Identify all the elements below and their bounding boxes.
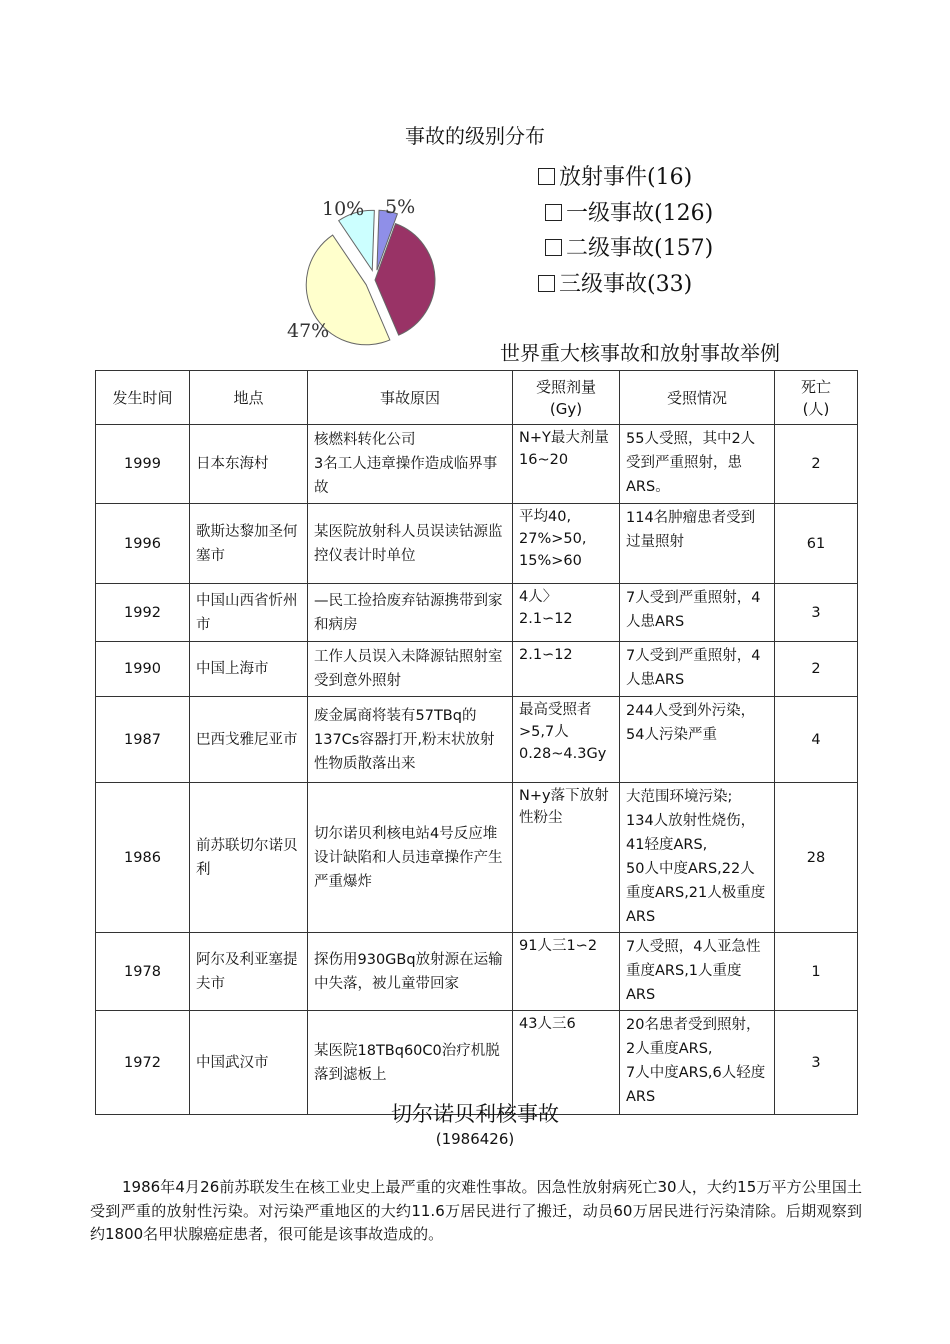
cell-cause: —民工捡拾废弃钴源携带到家和病房	[308, 584, 513, 642]
cell-place: 中国武汉市	[190, 1011, 308, 1115]
cell-place: 巴西戈雅尼亚市	[190, 697, 308, 783]
cell-exposure: 55人受照，其中2人受到严重照射，患ARS。	[620, 425, 775, 504]
cell-deaths: 2	[775, 425, 858, 504]
pie-label-10: 10%	[322, 198, 365, 220]
cell-deaths: 61	[775, 504, 858, 584]
cell-cause: 探伤用930GBq放射源在运输中失落，被儿童带回家	[308, 933, 513, 1011]
chart-title: 事故的级别分布	[405, 124, 545, 148]
cell-exposure: 114名肿瘤患者受到过量照射	[620, 504, 775, 584]
section-title: 切尔诺贝利核事故	[391, 1102, 559, 1126]
legend-item	[538, 160, 713, 196]
table-row	[96, 425, 858, 504]
cell-place: 前苏联切尔诺贝利	[190, 783, 308, 933]
cell-deaths: 28	[775, 783, 858, 933]
legend-item	[545, 231, 713, 267]
header-dose: 受照剂量 (Gy)	[513, 371, 620, 425]
cell-place: 中国山西省忻州市	[190, 584, 308, 642]
table-row	[96, 933, 858, 1011]
incident-table	[95, 370, 858, 1115]
cell-deaths: 1	[775, 933, 858, 1011]
legend-label: 放射事件(16)	[559, 165, 693, 190]
table-header-row	[96, 371, 858, 425]
cell-year: 1992	[96, 584, 190, 642]
cell-year: 1987	[96, 697, 190, 783]
cell-exposure: 7人受照，4人亚急性重度ARS,1人重度ARS	[620, 933, 775, 1011]
cell-year: 1972	[96, 1011, 190, 1115]
cell-dose: 平均40, 27%>50, 15%>60	[513, 504, 620, 584]
pie-label-5: 5%	[385, 196, 416, 218]
section-paragraph: 1986年4月26前苏联发生在核工业史上最严重的灾难性事故。因急性放射病死亡30人，大约15万平方公里国土受到严重的放射性污染。对污染严重地区的大约11.6万居民进行了搬迁，动员60万居民进行污染清除。后期观察到约1800名甲状腺癌症患者，很可能是该事故造成的。	[90, 1178, 862, 1243]
cell-cause: 工作人员误入未降源钴照射室受到意外照射	[308, 642, 513, 697]
legend-swatch	[545, 239, 562, 256]
cell-year: 1999	[96, 425, 190, 504]
section-date: (1986426)	[435, 1130, 515, 1148]
legend-swatch	[538, 275, 555, 292]
cell-cause: 某医院放射科人员误读钴源监控仪表计时单位	[308, 504, 513, 584]
cell-place: 阿尔及利亚塞提夫市	[190, 933, 308, 1011]
legend-swatch	[538, 168, 555, 185]
table-row	[96, 584, 858, 642]
cell-place: 歌斯达黎加圣何塞市	[190, 504, 308, 584]
cell-place: 中国上海市	[190, 642, 308, 697]
cell-year: 1990	[96, 642, 190, 697]
cell-dose: 43人三6	[513, 1011, 620, 1115]
header-cause: 事故原因	[308, 371, 513, 425]
cell-exposure: 7人受到严重照射，4人患ARS	[620, 642, 775, 697]
table-row	[96, 697, 858, 783]
header-place: 地点	[190, 371, 308, 425]
legend-label: 三级事故(33)	[559, 271, 693, 297]
legend-label: 一级事故(126)	[566, 200, 714, 226]
cell-year: 1978	[96, 933, 190, 1011]
cell-dose: N+y落下放射性粉尘	[513, 783, 620, 933]
cell-deaths: 3	[775, 1011, 858, 1115]
cell-cause: 核燃料转化公司 3名工人违章操作造成临界事故	[308, 425, 513, 504]
cell-deaths: 4	[775, 697, 858, 783]
table-row	[96, 642, 858, 697]
table-row	[96, 504, 858, 584]
cell-place: 日本东海村	[190, 425, 308, 504]
cell-cause: 废金属商将装有57TBq的137Cs容器打开,粉末状放射性物质散落出来	[308, 697, 513, 783]
pie-label-47: 47%	[287, 320, 330, 342]
cell-exposure: 7人受到严重照射，4人患ARS	[620, 584, 775, 642]
legend-item	[545, 196, 713, 232]
legend-label: 二级事故(157)	[566, 236, 714, 261]
cell-dose: 2.1∽12	[513, 642, 620, 697]
pie-legend	[538, 160, 713, 302]
table-body	[96, 425, 858, 1115]
header-exposure: 受照情况	[620, 371, 775, 425]
cell-year: 1996	[96, 504, 190, 584]
cell-dose: N+Y最大剂量16~20	[513, 425, 620, 504]
cell-deaths: 3	[775, 584, 858, 642]
cell-dose: 4人〉 2.1∽12	[513, 584, 620, 642]
cell-cause: 切尔诺贝利核电站4号反应堆设计缺陷和人员违章操作产生严重爆炸	[308, 783, 513, 933]
cell-year: 1986	[96, 783, 190, 933]
legend-swatch	[545, 204, 562, 221]
cell-exposure: 244人受到外污染，54人污染严重	[620, 697, 775, 783]
cell-dose: 91人三1∽2	[513, 933, 620, 1011]
header-deaths: 死亡 (人)	[775, 371, 858, 425]
table-title: 世界重大核事故和放射事故举例	[500, 341, 780, 365]
cell-deaths: 2	[775, 642, 858, 697]
cell-exposure: 20名患者受到照射，2人重度ARS, 7人中度ARS,6人轻度ARS	[620, 1011, 775, 1115]
cell-cause: 某医院18TBq60C0治疗机脱落到滤板上	[308, 1011, 513, 1115]
table-row	[96, 783, 858, 933]
legend-item	[538, 267, 713, 303]
cell-dose: 最高受照者>5,7人 0.28~4.3Gy	[513, 697, 620, 783]
header-time: 发生时间	[96, 371, 190, 425]
cell-exposure: 大范围环境污染; 134人放射性烧伤，41轻度ARS, 50人中度ARS,22人重度ARS,21人极重度ARS	[620, 783, 775, 933]
